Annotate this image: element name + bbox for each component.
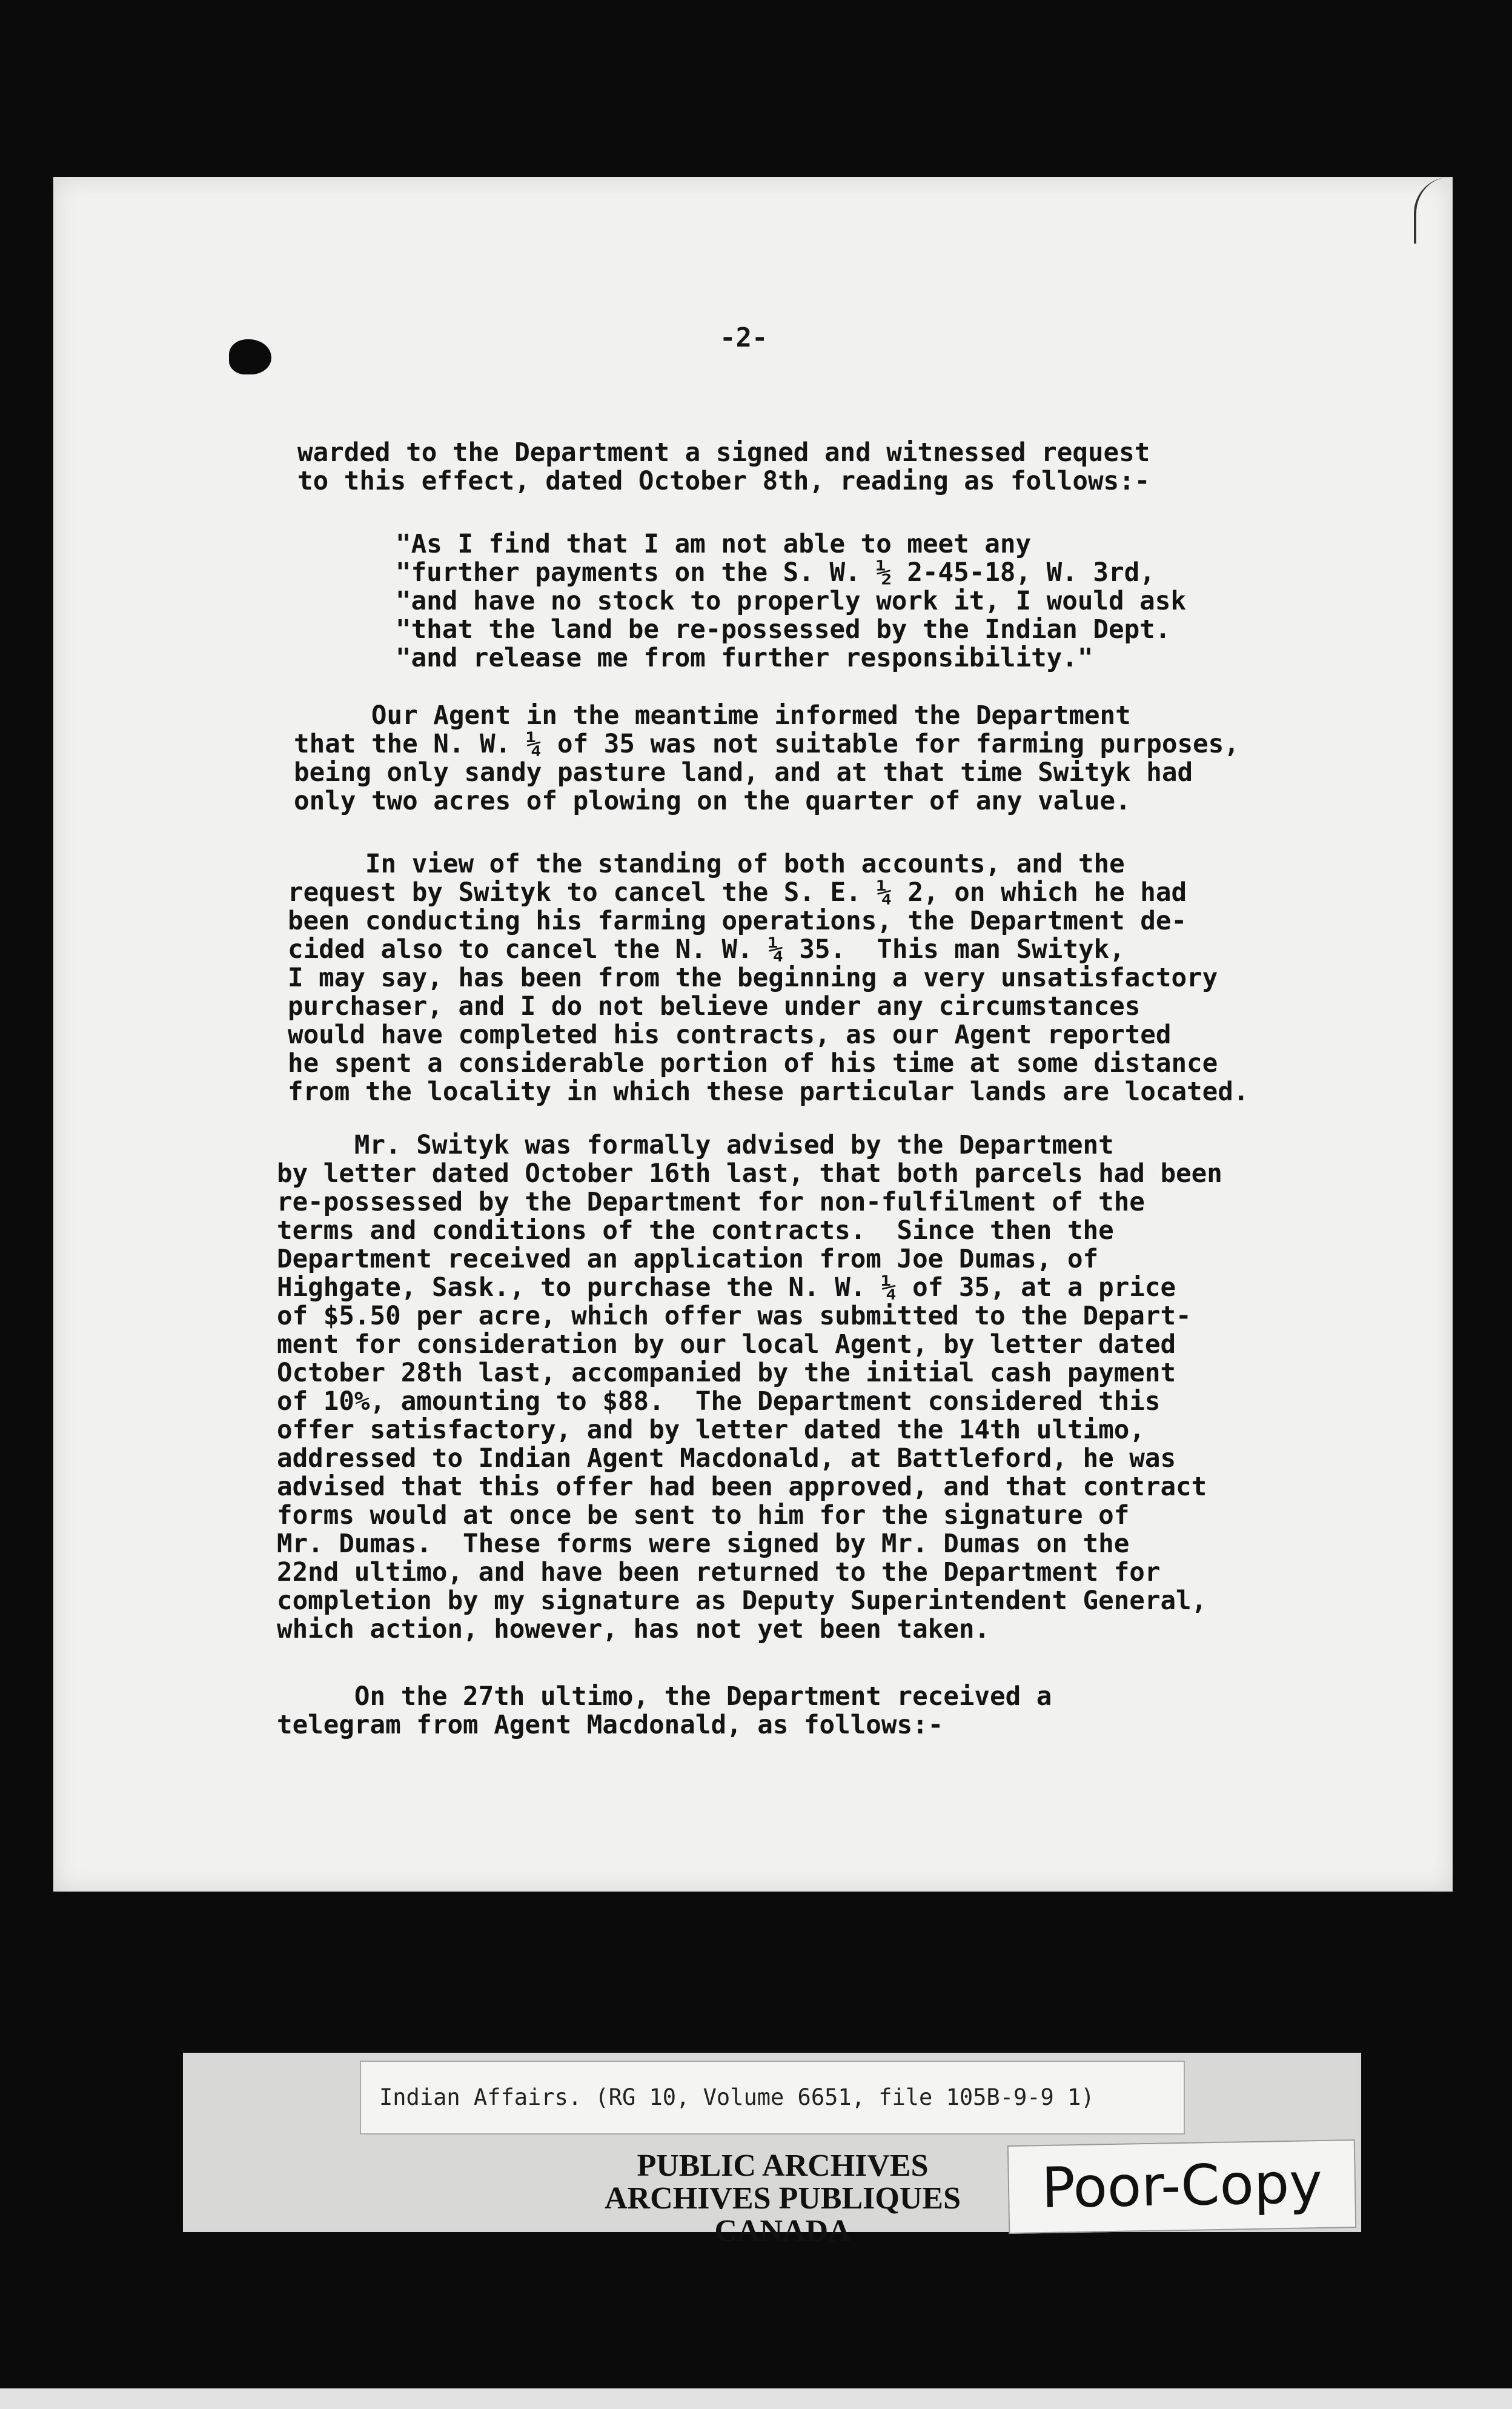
archives-stamp: [559, 2150, 1007, 2248]
text-line: Mr. Dumas. These forms were signed by Mr. Dumas on the: [277, 1529, 1130, 1559]
text-line: terms and conditions of the contracts. Since then the: [277, 1216, 1114, 1246]
text-line: being only sandy pasture land, and at that time Swityk had: [294, 758, 1193, 788]
archive-reference: Indian Affairs. (RG 10, Volume 6651, file 105B-9-9 1): [360, 2061, 1185, 2135]
text-line: warded to the Department a signed and witnessed request: [297, 438, 1150, 468]
text-line: Highgate, Sask., to purchase the N. W. ¼ of 35, at a price: [277, 1273, 1176, 1303]
text-line: Our Agent in the meantime informed the Department: [294, 701, 1131, 731]
text-line: "further payments on the S. W. ½ 2-45-18, W. 3rd,: [396, 558, 1155, 588]
stamp-line: ARCHIVES PUBLIQUES: [604, 2181, 961, 2216]
text-line: In view of the standing of both accounts, and the: [288, 849, 1125, 879]
text-line: "that the land be re-possessed by the Indian Dept.: [396, 615, 1171, 645]
text-line: he spent a considerable portion of his time at some distance: [288, 1049, 1218, 1078]
text-line: completion by my signature as Deputy Superintendent General,: [277, 1586, 1207, 1616]
text-line: October 28th last, accompanied by the initial cash payment: [277, 1358, 1176, 1388]
archive-footer: [183, 2053, 1361, 2248]
text-line: "As I find that I am not able to meet any: [396, 530, 1032, 559]
text-line: by letter dated October 16th last, that both parcels had been: [277, 1159, 1222, 1189]
paragraph-continuation: [297, 439, 1150, 496]
text-line: telegram from Agent Macdonald, as follows:-: [277, 1710, 944, 1740]
text-line: that the N. W. ¼ of 35 was not suitable for farming purposes,: [294, 729, 1239, 759]
text-line: been conducting his farming operations, the Department de-: [288, 906, 1187, 936]
page-corner-curl: [1414, 177, 1453, 244]
text-line: from the locality in which these particular lands are located.: [288, 1077, 1249, 1107]
text-line: offer satisfactory, and by letter dated the 14th ultimo,: [277, 1415, 1145, 1445]
document-page: [53, 177, 1453, 1892]
text-line: re-possessed by the Department for non-fulfilment of the: [277, 1188, 1145, 1217]
text-line: ment for consideration by our local Agent, by letter dated: [277, 1330, 1176, 1360]
text-line: "and release me from further responsibility.": [396, 643, 1093, 673]
paragraph-cancellation: [288, 850, 1248, 1106]
paragraph-agent-report: [294, 702, 1239, 816]
text-line: of $5.50 per acre, which offer was submitted to the Depart-: [277, 1301, 1192, 1331]
text-line: only two acres of plowing on the quarter of any value.: [294, 786, 1131, 816]
text-line: which action, however, has not yet been taken.: [277, 1615, 990, 1644]
text-line: would have completed his contracts, as our Agent reported: [288, 1020, 1172, 1050]
text-line: forms would at once be sent to him for the signature of: [277, 1501, 1130, 1530]
text-line: "and have no stock to properly work it, I would ask: [396, 586, 1186, 616]
poor-copy-label: Poor-Copy: [1007, 2139, 1356, 2234]
text-line: to this effect, dated October 8th, reading as follows:-: [297, 467, 1150, 496]
text-line: On the 27th ultimo, the Department received a: [277, 1682, 1052, 1712]
ink-blot: [229, 339, 271, 374]
text-line: cided also to cancel the N. W. ¼ 35. This man Swityk,: [288, 935, 1125, 965]
stamp-line: PUBLIC ARCHIVES: [637, 2148, 929, 2183]
page-number: -2-: [720, 322, 768, 353]
text-line: of 10%, amounting to $88. The Department considered this: [277, 1387, 1161, 1417]
text-line: Department received an application from Joe Dumas, of: [277, 1244, 1099, 1274]
paragraph-quotation: [396, 530, 1186, 673]
paragraph-telegram: [277, 1683, 1052, 1739]
scan-edge-bar: [0, 2388, 1512, 2409]
text-line: purchaser, and I do not believe under any circumstances: [288, 992, 1141, 1022]
paragraph-repossession: [277, 1131, 1222, 1644]
film-edge-tab: [0, 50, 99, 96]
text-line: Mr. Swityk was formally advised by the Department: [277, 1131, 1114, 1160]
text-line: I may say, has been from the beginning a very unsatisfactory: [288, 963, 1218, 993]
stamp-line: CANADA: [714, 2214, 851, 2248]
text-line: request by Swityk to cancel the S. E. ¼ 2, on which he had: [288, 878, 1187, 908]
text-line: 22nd ultimo, and have been returned to the Department for: [277, 1558, 1161, 1587]
text-line: advised that this offer had been approved, and that contract: [277, 1472, 1207, 1502]
text-line: addressed to Indian Agent Macdonald, at Battleford, he was: [277, 1444, 1176, 1474]
